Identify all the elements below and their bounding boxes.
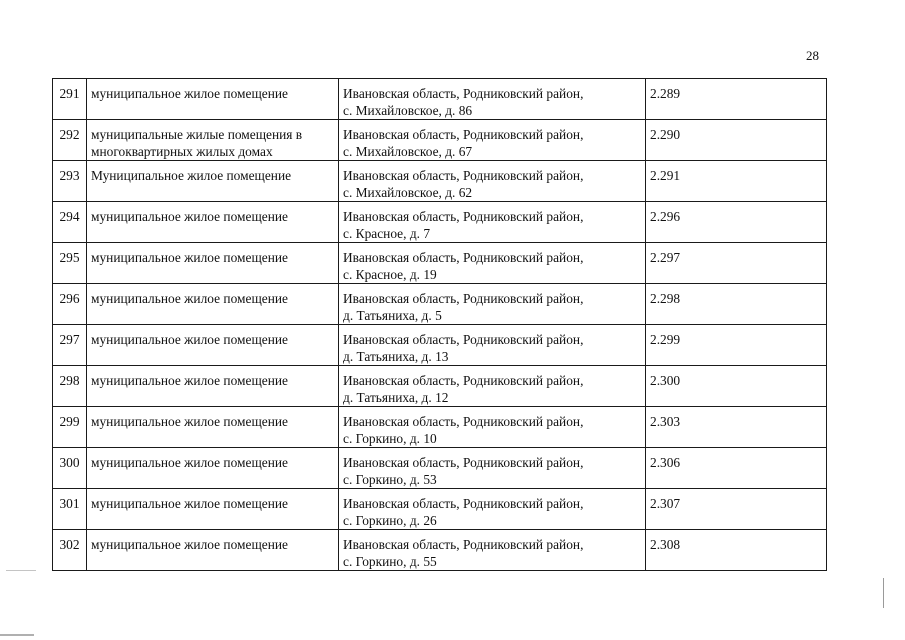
address-line-region: Ивановская область, Родниковский район, [343, 127, 584, 142]
row-number: 295 [53, 243, 87, 284]
table-row [53, 79, 827, 120]
address-line-locality: с. Красное, д. 19 [343, 267, 437, 282]
address-line-region: Ивановская область, Родниковский район, [343, 373, 584, 388]
property-address [339, 530, 646, 571]
address-line-region: Ивановская область, Родниковский район, [343, 250, 584, 265]
address-line-locality: с. Красное, д. 7 [343, 226, 431, 241]
row-number: 302 [53, 530, 87, 571]
table-row [53, 243, 827, 284]
row-number: 300 [53, 448, 87, 489]
address-line-region: Ивановская область, Родниковский район, [343, 455, 584, 470]
address-line-locality: д. Татьяниха, д. 5 [343, 308, 442, 323]
address-line-locality: д. Татьяниха, д. 13 [343, 349, 449, 364]
property-name: Муниципальное жилое помещение [87, 161, 339, 202]
address-line-region: Ивановская область, Родниковский район, [343, 86, 584, 101]
property-address [339, 489, 646, 530]
address-line-locality: с. Горкино, д. 26 [343, 513, 437, 528]
property-name: муниципальное жилое помещение [87, 530, 339, 571]
row-number: 291 [53, 79, 87, 120]
registry-code: 2.289 [646, 79, 827, 120]
address-line-region: Ивановская область, Родниковский район, [343, 291, 584, 306]
registry-code: 2.290 [646, 120, 827, 161]
table-row [53, 407, 827, 448]
page-number: 28 [806, 48, 819, 63]
registry-code: 2.296 [646, 202, 827, 243]
address-line-region: Ивановская область, Родниковский район, [343, 168, 584, 183]
table-row [53, 448, 827, 489]
property-address [339, 284, 646, 325]
address-line-locality: с. Горкино, д. 55 [343, 554, 437, 569]
property-name: муниципальные жилые помещения в многоквартирных жилых домах [87, 120, 339, 161]
property-name: муниципальное жилое помещение [87, 284, 339, 325]
row-number: 297 [53, 325, 87, 366]
scan-artifact-left-edge [6, 570, 36, 571]
scan-artifact-right-edge [883, 578, 884, 608]
address-line-region: Ивановская область, Родниковский район, [343, 496, 584, 511]
property-name: муниципальное жилое помещение [87, 243, 339, 284]
row-number: 301 [53, 489, 87, 530]
address-line-locality: с. Михайловское, д. 62 [343, 185, 473, 200]
row-number: 298 [53, 366, 87, 407]
address-line-region: Ивановская область, Родниковский район, [343, 414, 584, 429]
table-row [53, 284, 827, 325]
table-row [53, 161, 827, 202]
property-name: муниципальное жилое помещение [87, 202, 339, 243]
registry-code: 2.299 [646, 325, 827, 366]
property-address [339, 407, 646, 448]
table-row [53, 325, 827, 366]
row-number: 292 [53, 120, 87, 161]
row-number: 294 [53, 202, 87, 243]
property-address [339, 161, 646, 202]
address-line-region: Ивановская область, Родниковский район, [343, 209, 584, 224]
table-row [53, 489, 827, 530]
property-name: муниципальное жилое помещение [87, 407, 339, 448]
property-address [339, 448, 646, 489]
registry-code: 2.308 [646, 530, 827, 571]
property-address [339, 325, 646, 366]
registry-code: 2.307 [646, 489, 827, 530]
property-name: муниципальное жилое помещение [87, 448, 339, 489]
registry-code: 2.303 [646, 407, 827, 448]
address-line-region: Ивановская область, Родниковский район, [343, 332, 584, 347]
property-address [339, 79, 646, 120]
address-line-locality: с. Горкино, д. 53 [343, 472, 437, 487]
scan-artifact-bottom-left [0, 634, 34, 636]
property-address [339, 120, 646, 161]
property-address [339, 202, 646, 243]
address-line-locality: с. Михайловское, д. 86 [343, 103, 473, 118]
table-row [53, 202, 827, 243]
registry-code: 2.306 [646, 448, 827, 489]
property-name: муниципальное жилое помещение [87, 489, 339, 530]
property-address [339, 366, 646, 407]
row-number: 299 [53, 407, 87, 448]
table-row [53, 530, 827, 571]
row-number: 296 [53, 284, 87, 325]
row-number: 293 [53, 161, 87, 202]
registry-code: 2.298 [646, 284, 827, 325]
registry-code: 2.300 [646, 366, 827, 407]
address-line-locality: с. Горкино, д. 10 [343, 431, 437, 446]
table-row [53, 366, 827, 407]
property-name: муниципальное жилое помещение [87, 366, 339, 407]
address-line-locality: с. Михайловское, д. 67 [343, 144, 473, 159]
property-registry-table [52, 78, 827, 571]
registry-code: 2.297 [646, 243, 827, 284]
property-address [339, 243, 646, 284]
property-name: муниципальное жилое помещение [87, 325, 339, 366]
address-line-locality: д. Татьяниха, д. 12 [343, 390, 449, 405]
table-row [53, 120, 827, 161]
address-line-region: Ивановская область, Родниковский район, [343, 537, 584, 552]
registry-code: 2.291 [646, 161, 827, 202]
property-name: муниципальное жилое помещение [87, 79, 339, 120]
